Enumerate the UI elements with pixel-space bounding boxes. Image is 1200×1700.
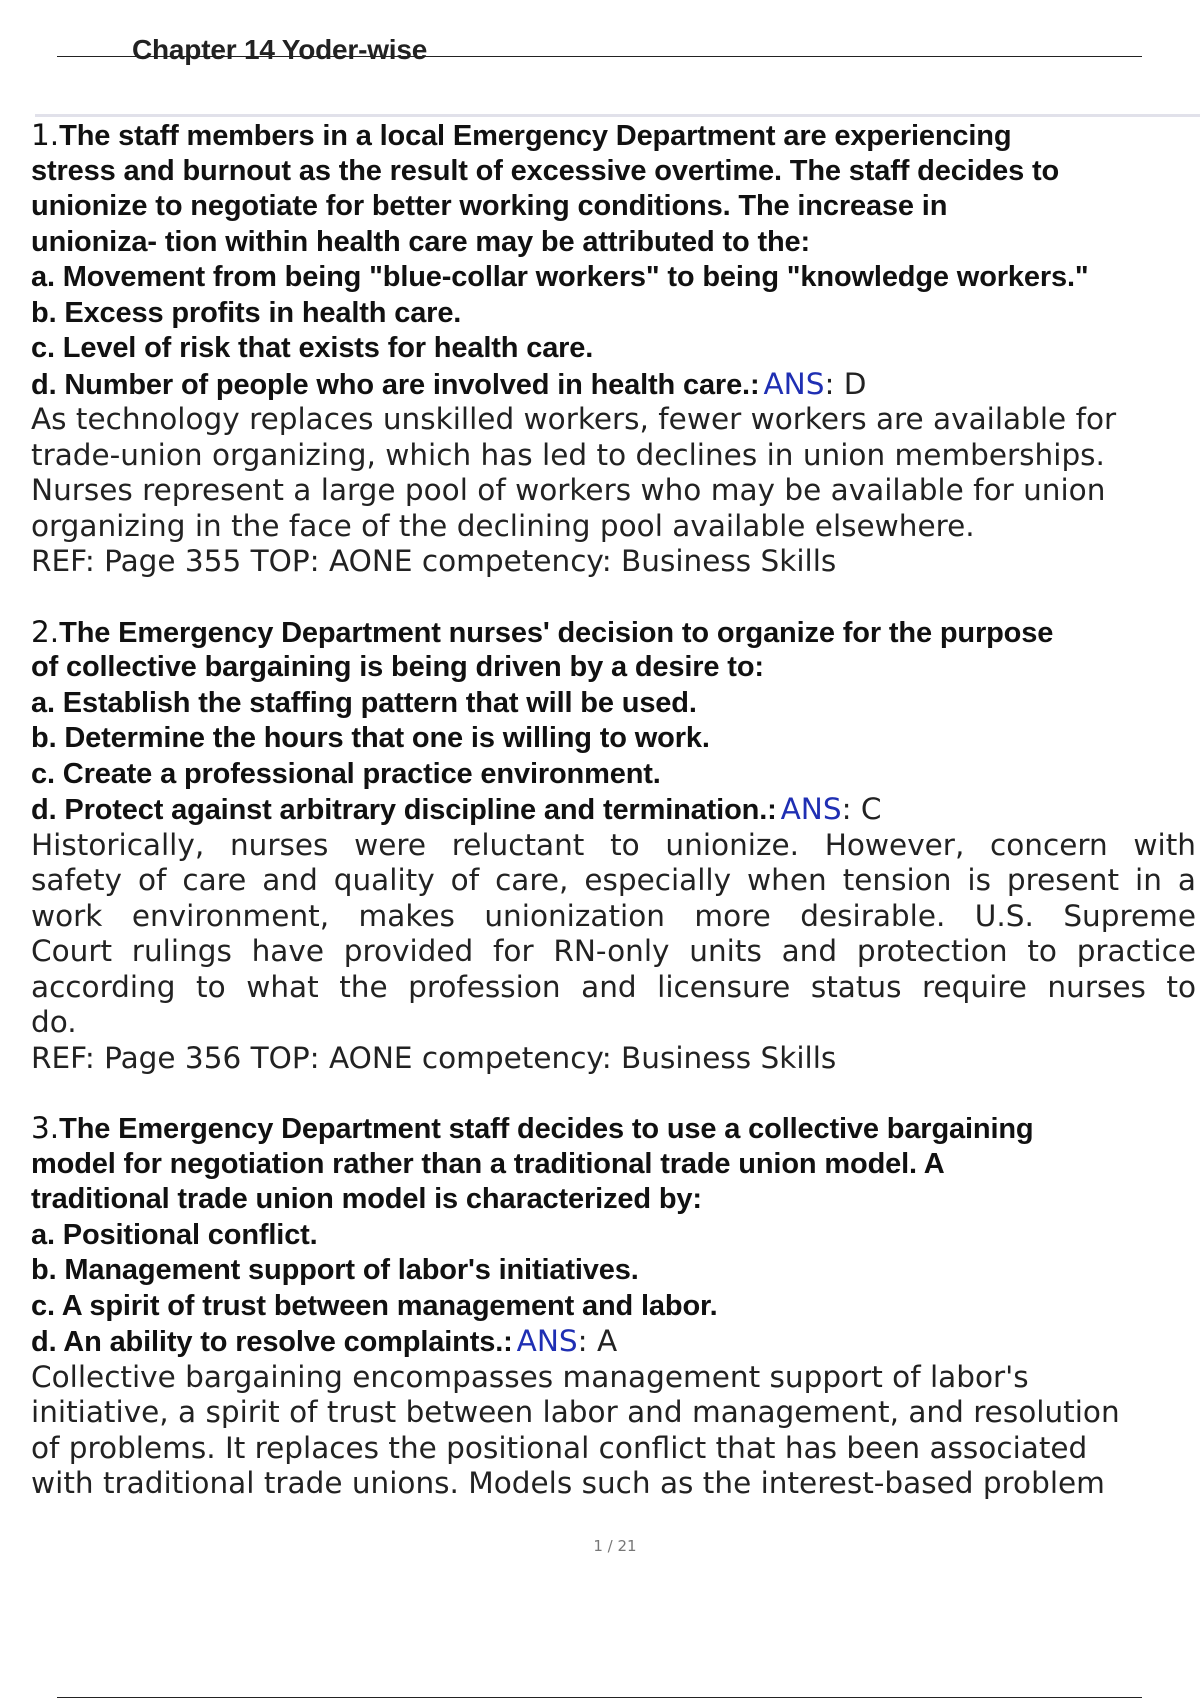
question-stem-line: of collective bargaining is being driven by a desire to: (31, 651, 764, 683)
header-separator (35, 114, 1200, 117)
question-stem: The Emergency Department staff decides to use a collective bargaining (59, 1113, 1034, 1145)
answer-label: ANS (780, 792, 842, 826)
rationale-line: Nurses represent a large pool of workers who may be available for union (31, 473, 1106, 507)
page-title: Chapter 14 Yoder-wise (132, 34, 428, 65)
question-stem-line: unioniza- tion within health care may be attributed to the: (31, 225, 811, 258)
question-2 (31, 615, 1196, 1077)
rationale-line: trade-union organizing, which has led to declines in union memberships. (31, 437, 1105, 472)
option-b: b. Determine the hours that one is willing to work. (31, 722, 710, 754)
option-d: d. Protect against arbitrary discipline and termination.: (31, 794, 777, 826)
question-3 (31, 1111, 1196, 1502)
footer-rule (57, 1697, 1142, 1698)
rationale-line: Collective bargaining encompasses management support of labor's (31, 1359, 1029, 1394)
option-d: d. An ability to resolve complaints.: (31, 1326, 513, 1358)
question-number: 2. (31, 614, 60, 649)
document-body (31, 118, 1196, 1502)
answer-label: ANS (516, 1324, 578, 1358)
rationale-line: As technology replaces unskilled workers, fewer workers are available for (31, 402, 1117, 436)
option-a: a. Movement from being "blue-collar workers" to being "knowledge workers." (31, 261, 1089, 293)
rationale-line: do. (31, 1005, 77, 1039)
rationale (31, 828, 1196, 1041)
option-b: b. Excess profits in health care. (31, 296, 462, 329)
answer-label: ANS (763, 366, 825, 401)
option-c: c. Create a professional practice environment. (31, 757, 661, 790)
question-number: 1. (31, 118, 60, 152)
rationale-line: Court rulings have provided for RN-only units and protection to practice (31, 934, 1196, 968)
option-a: a. Establish the staffing pattern that will be used. (31, 686, 697, 719)
question-stem-line: unionize to negotiate for better working conditions. The increase in (31, 190, 948, 222)
option-c: c. Level of risk that exists for health care. (31, 332, 594, 364)
rationale-line: organizing in the face of the declining pool available elsewhere. (31, 508, 975, 543)
option-a: a. Positional conflict. (31, 1218, 318, 1251)
question-stem: The staff members in a local Emergency Department are experiencing (59, 120, 1012, 152)
rationale-line: with traditional trade unions. Models such as the interest-based problem (31, 1466, 1105, 1500)
answer-value: : D (824, 366, 867, 401)
rationale-line: Historically, nurses were reluctant to unionize. However, concern with (31, 827, 1196, 862)
question-stem: The Emergency Department nurses' decision to organize for the purpose (59, 616, 1054, 649)
rationale-line: according to what the profession and licensure status require nurses to (31, 969, 1196, 1004)
rationale-line: of problems. It replaces the positional conflict that has been associated (31, 1430, 1088, 1465)
reference-line: REF: Page 355 TOP: AONE competency: Business Skills (31, 544, 837, 578)
question-stem-line: stress and burnout as the result of excessive overtime. The staff decides to (31, 154, 1060, 187)
question-1 (31, 118, 1196, 580)
question-stem-line: traditional trade union model is characterized by: (31, 1183, 702, 1215)
rationale-line: work environment, makes unionization more desirable. U.S. Supreme (31, 898, 1196, 933)
option-d: d. Number of people who are involved in health care.: (31, 368, 760, 401)
answer-value: : C (841, 792, 882, 826)
page-number: 1 / 21 (593, 1537, 637, 1555)
question-number: 3. (31, 1111, 60, 1145)
option-b: b. Management support of labor's initiatives. (31, 1254, 639, 1286)
question-stem-line: model for negotiation rather than a traditional trade union model. A (31, 1147, 945, 1180)
rationale-line: safety of care and quality of care, especially when tension is present in a (31, 863, 1196, 897)
answer-value: : A (577, 1324, 618, 1358)
reference-line: REF: Page 356 TOP: AONE competency: Business Skills (31, 1040, 837, 1075)
rationale-line: initiative, a spirit of trust between labor and management, and resolution (31, 1395, 1120, 1429)
option-c: c. A spirit of trust between management and labor. (31, 1289, 718, 1322)
